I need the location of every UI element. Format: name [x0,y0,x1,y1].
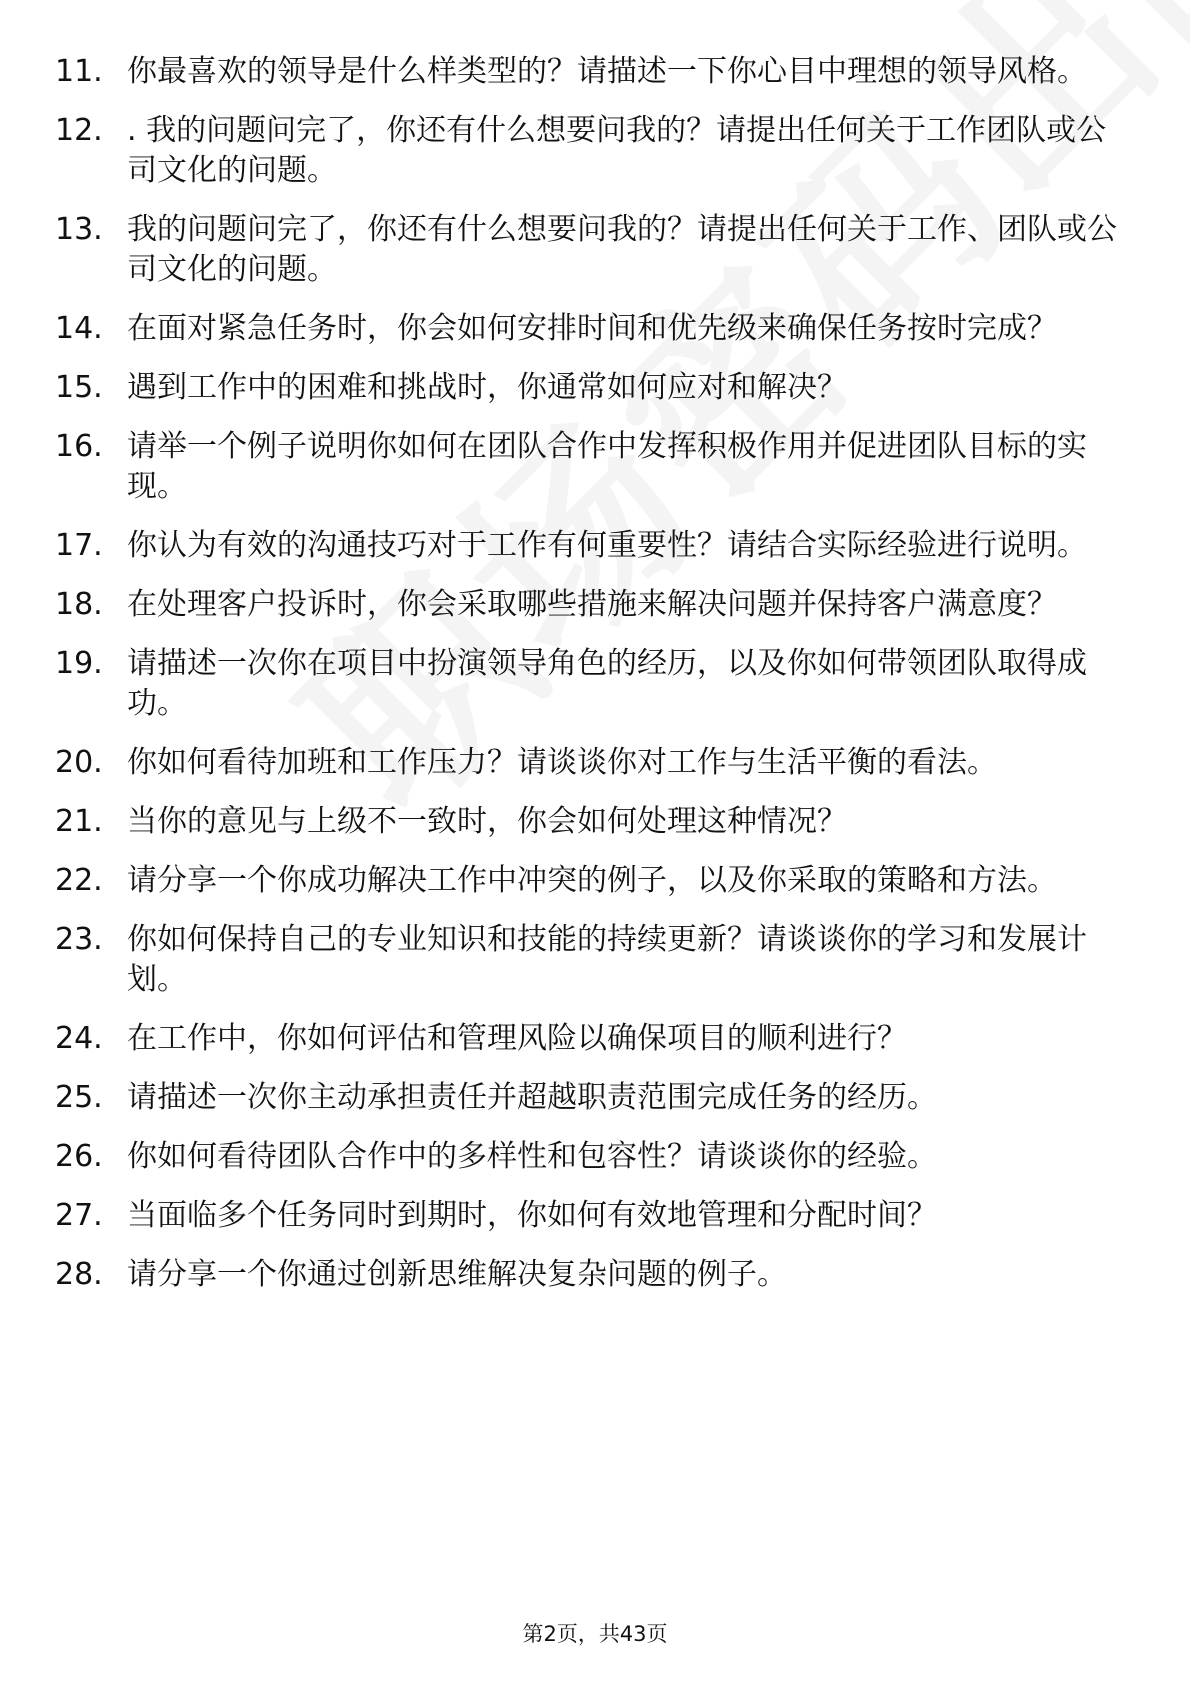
question-item [55,1255,1135,1295]
question-item [55,111,1135,191]
question-text: . 我的问题问完了，你还有什么想要问我的？请提出任何关于工作团队或公司文化的问题。 [127,113,1107,188]
question-number: 28. [55,1257,103,1292]
question-number: 17. [55,528,103,563]
question-item [55,526,1135,566]
question-number: 24. [55,1021,103,1056]
question-text: 你如何保持自己的专业知识和技能的持续更新？请谈谈你的学习和发展计划。 [127,922,1087,997]
question-text: 在处理客户投诉时，你会采取哪些措施来解决问题并保持客户满意度？ [127,587,1057,622]
question-text: 你如何看待团队合作中的多样性和包容性？请谈谈你的经验。 [127,1139,937,1174]
question-text: 请分享一个你通过创新思维解决复杂问题的例子。 [127,1257,787,1292]
question-number: 26. [55,1139,103,1174]
question-text: 你认为有效的沟通技巧对于工作有何重要性？请结合实际经验进行说明。 [127,528,1087,563]
question-number: 14. [55,311,103,346]
question-number: 16. [55,429,103,464]
question-number: 19. [55,646,103,681]
question-item [55,1078,1135,1118]
question-number: 15. [55,370,103,405]
question-text: 遇到工作中的困难和挑战时，你通常如何应对和解决？ [127,370,847,405]
question-item [55,644,1135,724]
question-item [55,920,1135,1000]
question-number: 12. [55,113,103,148]
question-number: 18. [55,587,103,622]
question-number: 21. [55,804,103,839]
question-item [55,802,1135,842]
question-number: 11. [55,54,103,89]
question-item [55,1196,1135,1236]
question-number: 13. [55,212,103,247]
question-item [55,585,1135,625]
question-item [55,427,1135,507]
question-item [55,309,1135,349]
question-text: 在工作中，你如何评估和管理风险以确保项目的顺利进行？ [127,1021,907,1056]
question-text: 请举一个例子说明你如何在团队合作中发挥积极作用并促进团队目标的实现。 [127,429,1087,504]
question-number: 27. [55,1198,103,1233]
question-number: 20. [55,745,103,780]
question-number: 25. [55,1080,103,1115]
question-item [55,1137,1135,1177]
question-item [55,368,1135,408]
question-number: 22. [55,863,103,898]
question-text: 请分享一个你成功解决工作中冲突的例子，以及你采取的策略和方法。 [127,863,1057,898]
question-text: 在面对紧急任务时，你会如何安排时间和优先级来确保任务按时完成？ [127,311,1057,346]
question-text: 请描述一次你在项目中扮演领导角色的经历，以及你如何带领团队取得成功。 [127,646,1087,721]
question-item [55,861,1135,901]
question-list [55,52,1135,1314]
question-text: 你如何看待加班和工作压力？请谈谈你对工作与生活平衡的看法。 [127,745,997,780]
question-text: 我的问题问完了，你还有什么想要问我的？请提出任何关于工作、团队或公司文化的问题。 [127,212,1117,287]
question-text: 当面临多个任务同时到期时，你如何有效地管理和分配时间？ [127,1198,937,1233]
question-item [55,52,1135,92]
question-item [55,1019,1135,1059]
page-number-footer: 第2页，共43页 [522,1622,668,1646]
question-text: 当你的意见与上级不一致时，你会如何处理这种情况？ [127,804,847,839]
question-text: 请描述一次你主动承担责任并超越职责范围完成任务的经历。 [127,1080,937,1115]
question-item [55,743,1135,783]
question-item [55,210,1135,290]
question-text: 你最喜欢的领导是什么样类型的？请描述一下你心目中理想的领导风格。 [127,54,1087,89]
question-number: 23. [55,922,103,957]
